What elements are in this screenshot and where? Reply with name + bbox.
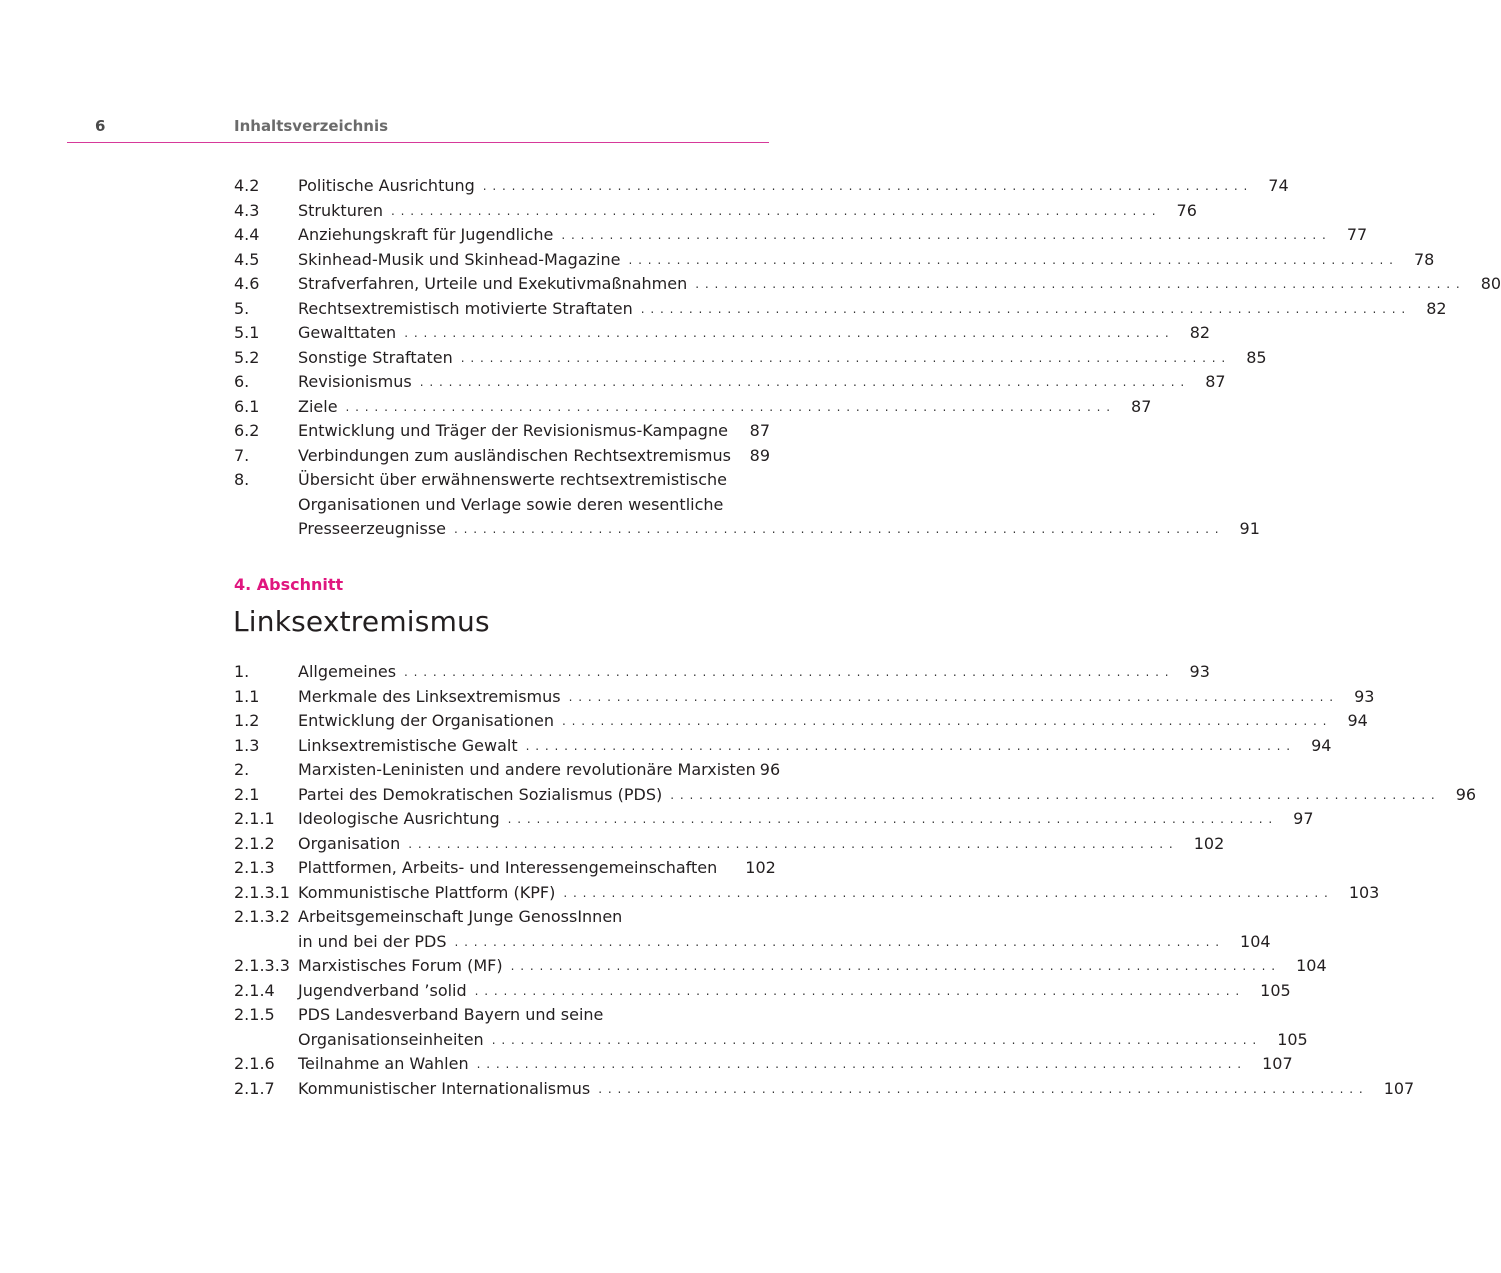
toc-entry-title: Ziele	[298, 396, 338, 416]
toc-entry-page: 104	[1296, 956, 1327, 975]
toc-entry-page: 105	[1277, 1029, 1308, 1049]
toc-part-2	[234, 660, 1477, 1101]
page-number: 6	[95, 117, 106, 135]
toc-entry-title: Plattformen, Arbeits- und Interessengemeinschaften	[298, 858, 718, 877]
toc-entry	[234, 1028, 1308, 1053]
toc-entry-number: 4.2	[234, 176, 260, 195]
toc-entry-number: 6.2	[234, 421, 260, 440]
toc-leader-dots: . . . . . . . . . . . . . . . . . . . . . . . . . . . . . . . . . . . . . . . . . . . . . . . . . . . . . . . . . . . . . . . . . . . . . . . . . . . . . . . .	[474, 983, 1241, 998]
toc-entry-number: 7.	[234, 445, 250, 465]
toc-leader-dots: . . . . . . . . . . . . . . . . . . . . . . . . . . . . . . . . . . . . . . . . . . . . . . . . . . . . . . . . . . . . . . . . . . . . . . . . . . . . . . . .	[640, 301, 1407, 316]
toc-entry-title: Linksextremistische Gewalt	[298, 735, 518, 755]
toc-entry	[234, 930, 1271, 955]
toc-leader-dots: . . . . . . . . . . . . . . . . . . . . . . . . . . . . . . . . . . . . . . . . . . . . . . . . . . . . . . . . . . . . . . . . . . . . . . . . . . . . . . . .	[482, 179, 1249, 193]
toc-entry	[234, 321, 1211, 346]
toc-entry	[234, 1052, 1293, 1077]
toc-entry-title: Verbindungen zum ausländischen Rechtsextremismus	[298, 445, 731, 465]
toc-leader-dots: . . . . . . . . . . . . . . . . . . . . . . . . . . . . . . . . . . . . . . . . . . . . . . . . . . . . . . . . . . . . . . . . . . . . . . . . . . . . . . . .	[568, 689, 1335, 704]
toc-leader-dots: . . . . . . . . . . . . . . . . . . . . . . . . . . . . . . . . . . . . . . . . . . . . . . . . . . . . . . . . . . . . . . . . . . . . . . . . . . . . . . . .	[408, 836, 1174, 851]
toc-entry-number: 5.2	[234, 347, 260, 367]
toc-entry	[234, 395, 1152, 420]
toc-leader-dots: . . . . . . . . . . . . . . . . . . . . . . . . . . . . . . . . . . . . . . . . . . . . . . . . . . . . . . . . . . . . . . . . . . . . . . . . . . . . . . . .	[491, 1032, 1258, 1047]
toc-entry-number: 5.	[234, 298, 250, 318]
toc-entry	[234, 758, 781, 783]
toc-leader-dots: . . . . . . . . . . . . . . . . . . . . . . . . . . . . . . . . . . . . . . . . . . . . . . . . . . . . . . . . . . . . . . . . . . . . . . . . . . . . . . . .	[561, 228, 1327, 242]
toc-entry-page: 107	[1262, 1054, 1293, 1073]
toc-entry-title: Organisationen und Verlage sowie deren wesentliche	[298, 494, 724, 514]
toc-entry-page: 107	[1383, 1078, 1415, 1098]
toc-entry-page: 102	[745, 858, 776, 877]
toc-entry-number: 2.1.3.1	[234, 882, 290, 902]
toc-entry-number: 4.6	[234, 274, 260, 293]
toc-entry-title: Revisionismus	[298, 372, 412, 391]
toc-entry	[234, 954, 1327, 979]
toc-entry-page: 91	[1239, 519, 1260, 538]
toc-entry-number: 5.1	[234, 323, 260, 342]
toc-entry-title: Marxisten-Leninisten und andere revolutionäre Marxisten	[298, 760, 756, 779]
toc-entry	[234, 517, 1260, 542]
toc-leader-dots: . . . . . . . . . . . . . . . . . . . . . . . . . . . . . . . . . . . . . . . . . . . . . . . . . . . . . . . . . . . . . . . . . . . . . . . . . . . . . . . .	[419, 375, 1186, 389]
toc-entry-page: 76	[1176, 200, 1197, 220]
toc-entry	[234, 856, 776, 881]
toc-entry	[234, 370, 1226, 395]
toc-entry-page: 103	[1348, 882, 1380, 902]
toc-entry	[234, 685, 1375, 710]
toc-entry	[234, 905, 770, 930]
toc-entry	[234, 297, 1447, 322]
toc-entry-number: 2.1.5	[234, 1005, 275, 1024]
toc-entry-page: 87	[1205, 372, 1226, 391]
toc-leader-dots: . . . . . . . . . . . . . . . . . . . . . . . . . . . . . . . . . . . . . . . . . . . . . . . . . . . . . . . . . . . . . . . . . . . . . . . . . . . . . . . .	[404, 665, 1170, 679]
toc-entry	[234, 783, 1477, 808]
toc-entry	[234, 734, 1332, 759]
toc-entry-page: 96	[1455, 784, 1477, 804]
toc-leader-dots: . . . . . . . . . . . . . . . . . . . . . . . . . . . . . . . . . . . . . . . . . . . . . . . . . . . . . . . . . . . . . . . . . . . . . . . . . . . . . . . .	[391, 203, 1157, 218]
toc-entry-title: Partei des Demokratischen Sozialismus (PDS)	[298, 784, 663, 804]
toc-entry-title: Presseerzeugnisse	[298, 519, 447, 538]
toc-entry-page: 97	[1293, 809, 1314, 828]
toc-entry-page: 87	[749, 421, 770, 440]
toc-entry-page: 77	[1346, 225, 1368, 244]
toc-entry-number: 2.1.3.2	[234, 907, 290, 926]
toc-entry-page: 85	[1246, 347, 1267, 367]
toc-entry-page: 104	[1240, 931, 1271, 951]
toc-leader-dots: . . . . . . . . . . . . . . . . . . . . . . . . . . . . . . . . . . . . . . . . . . . . . . . . . . . . . . . . . . . . . . . . . . . . . . . . . . . . . . . .	[563, 885, 1329, 900]
toc-entry	[234, 807, 1314, 832]
section-kicker: 4. Abschnitt	[234, 575, 344, 594]
toc-entry-title: Kommunistische Plattform (KPF)	[298, 882, 556, 902]
toc-entry-number: 2.	[234, 760, 250, 779]
toc-entry-title: Entwicklung der Organisationen	[298, 711, 554, 730]
toc-entry-title: Strafverfahren, Urteile und Exekutivmaßnahmen	[298, 274, 688, 293]
toc-entry-title: Skinhead-Musik und Skinhead-Magazine	[298, 249, 621, 269]
toc-entry	[234, 346, 1267, 371]
toc-leader-dots: . . . . . . . . . . . . . . . . . . . . . . . . . . . . . . . . . . . . . . . . . . . . . . . . . . . . . . . . . . . . . . . . . . . . . . . . . . . . . . . .	[404, 326, 1170, 340]
toc-entry-title: Politische Ausrichtung	[298, 176, 475, 195]
section-title: Linksextremismus	[233, 605, 490, 638]
toc-entry-number: 1.1	[234, 686, 260, 706]
toc-leader-dots: . . . . . . . . . . . . . . . . . . . . . . . . . . . . . . . . . . . . . . . . . . . . . . . . . . . . . . . . . . . . . . . . . . . . . . . . . . . . . . . .	[507, 812, 1274, 826]
toc-entry-title: Teilnahme an Wahlen	[298, 1054, 469, 1073]
toc-leader-dots: . . . . . . . . . . . . . . . . . . . . . . . . . . . . . . . . . . . . . . . . . . . . . . . . . . . . . . . . . . . . . . . . . . . . . . . . . . . . . . . .	[454, 934, 1221, 949]
toc-leader-dots: . . . . . . . . . . . . . . . . . . . . . . . . . . . . . . . . . . . . . . . . . . . . . . . . . . . . . . . . . . . . . . . . . . . . . . . . . . . . . . . .	[476, 1057, 1243, 1071]
toc-entry-title: Ideologische Ausrichtung	[298, 809, 500, 828]
toc-entry-number: 6.	[234, 372, 250, 391]
toc-entry-number: 1.	[234, 662, 250, 681]
toc-entry-number: 2.1.6	[234, 1054, 275, 1073]
toc-entry-title: Allgemeines	[298, 662, 397, 681]
toc-entry-number: 4.4	[234, 225, 260, 244]
toc-leader-dots: . . . . . . . . . . . . . . . . . . . . . . . . . . . . . . . . . . . . . . . . . . . . . . . . . . . . . . . . . . . . . . . . . . . . . . . . . . . . . . . .	[561, 714, 1328, 728]
toc-entry-page: 74	[1268, 176, 1289, 195]
toc-entry-title: Rechtsextremistisch motivierte Straftaten	[298, 298, 633, 318]
toc-entry-number: 2.1	[234, 784, 260, 804]
toc-entry-title: Entwicklung und Träger der Revisionismus-Kampagne	[298, 421, 728, 440]
header-rule	[67, 142, 769, 143]
toc-entry-title: Organisation	[298, 833, 401, 853]
toc-leader-dots: . . . . . . . . . . . . . . . . . . . . . . . . . . . . . . . . . . . . . . . . . . . . . . . . . . . . . . . . . . . . . . . . . . . . . . . . . . . . . . . .	[525, 738, 1292, 753]
toc-entry-page: 102	[1193, 833, 1225, 853]
toc-entry	[234, 1003, 770, 1028]
toc-leader-dots	[731, 444, 746, 469]
toc-entry-number: 1.3	[234, 735, 260, 755]
toc-leader-dots	[728, 419, 746, 444]
toc-entry	[234, 444, 770, 469]
toc-entry-title: Anziehungskraft für Jugendliche	[298, 225, 554, 244]
toc-entry	[234, 174, 1289, 199]
toc-entry-number: 8.	[234, 470, 250, 489]
toc-entry-title: Sonstige Straftaten	[298, 347, 453, 367]
toc-entry-page: 96	[759, 760, 781, 779]
toc-entry-number: 6.1	[234, 396, 260, 416]
toc-entry-title: Strukturen	[298, 200, 384, 220]
toc-entry-page: 105	[1260, 980, 1291, 1000]
toc-entry	[234, 493, 770, 518]
toc-entry	[234, 272, 1501, 297]
toc-entry-page: 78	[1413, 249, 1435, 269]
toc-entry-page: 93	[1189, 662, 1210, 681]
toc-leader-dots: . . . . . . . . . . . . . . . . . . . . . . . . . . . . . . . . . . . . . . . . . . . . . . . . . . . . . . . . . . . . . . . . . . . . . . . . . . . . . . . .	[460, 350, 1227, 365]
toc-entry-number: 2.1.3.3	[234, 956, 290, 975]
toc-entry-number: 2.1.3	[234, 858, 275, 877]
toc-entry-page: 82	[1426, 298, 1447, 318]
toc-leader-dots: . . . . . . . . . . . . . . . . . . . . . . . . . . . . . . . . . . . . . . . . . . . . . . . . . . . . . . . . . . . . . . . . . . . . . . . . . . . . . . . .	[345, 399, 1112, 414]
toc-entry-number: 4.3	[234, 200, 260, 220]
toc-entry	[234, 709, 1368, 734]
toc-entry-number: 1.2	[234, 711, 260, 730]
toc-entry	[234, 832, 1225, 857]
toc-entry-title: Kommunistischer Internationalismus	[298, 1078, 591, 1098]
toc-entry-title: Organisationseinheiten	[298, 1029, 484, 1049]
running-header-title: Inhaltsverzeichnis	[234, 117, 389, 135]
toc-entry-title: PDS Landesverband Bayern und seine	[298, 1005, 604, 1024]
toc-entry-title: Gewalttaten	[298, 323, 397, 342]
toc-entry	[234, 468, 770, 493]
toc-entry-number: 2.1.1	[234, 809, 275, 828]
toc-entry-title: Arbeitsgemeinschaft Junge GenossInnen	[298, 907, 623, 926]
toc-leader-dots: . . . . . . . . . . . . . . . . . . . . . . . . . . . . . . . . . . . . . . . . . . . . . . . . . . . . . . . . . . . . . . . . . . . . . . . . . . . . . . . .	[510, 959, 1277, 973]
toc-entry-title: in und bei der PDS	[298, 931, 447, 951]
toc-leader-dots: . . . . . . . . . . . . . . . . . . . . . . . . . . . . . . . . . . . . . . . . . . . . . . . . . . . . . . . . . . . . . . . . . . . . . . . . . . . . . . . .	[628, 252, 1394, 267]
toc-entry-number: 4.5	[234, 249, 260, 269]
toc-entry-page: 94	[1347, 711, 1368, 730]
toc-entry	[234, 1077, 1415, 1102]
toc-entry	[234, 223, 1368, 248]
toc-entry-number: 2.1.7	[234, 1078, 275, 1098]
toc-entry	[234, 248, 1435, 273]
toc-entry-page: 80	[1480, 274, 1501, 293]
toc-entry-number: 2.1.4	[234, 980, 275, 1000]
toc-entry-page: 89	[749, 445, 770, 465]
toc-entry-title: Übersicht über erwähnenswerte rechtsextremistische	[298, 470, 727, 489]
toc-entry	[234, 199, 1197, 224]
toc-entry-page: 93	[1354, 686, 1375, 706]
toc-entry	[234, 419, 770, 444]
toc-entry	[234, 979, 1291, 1004]
toc-entry-page: 87	[1131, 396, 1152, 416]
toc-entry	[234, 881, 1380, 906]
toc-entry-page: 82	[1189, 323, 1211, 342]
toc-entry	[234, 660, 1210, 685]
toc-leader-dots: . . . . . . . . . . . . . . . . . . . . . . . . . . . . . . . . . . . . . . . . . . . . . . . . . . . . . . . . . . . . . . . . . . . . . . . . . . . . . . . .	[670, 787, 1436, 802]
toc-entry-title: Jugendverband ’solid	[298, 980, 467, 1000]
toc-leader-dots: . . . . . . . . . . . . . . . . . . . . . . . . . . . . . . . . . . . . . . . . . . . . . . . . . . . . . . . . . . . . . . . . . . . . . . . . . . . . . . . .	[598, 1081, 1364, 1096]
toc-leader-dots: . . . . . . . . . . . . . . . . . . . . . . . . . . . . . . . . . . . . . . . . . . . . . . . . . . . . . . . . . . . . . . . . . . . . . . . . . . . . . . . .	[695, 277, 1461, 291]
toc-entry-number: 2.1.2	[234, 833, 275, 853]
toc-leader-dots: . . . . . . . . . . . . . . . . . . . . . . . . . . . . . . . . . . . . . . . . . . . . . . . . . . . . . . . . . . . . . . . . . . . . . . . . . . . . . . . .	[454, 522, 1220, 536]
toc-entry-title: Merkmale des Linksextremismus	[298, 686, 561, 706]
toc-entry-page: 94	[1311, 735, 1332, 755]
toc-part-1	[234, 174, 1501, 542]
toc-entry-title: Marxistisches Forum (MF)	[298, 956, 503, 975]
